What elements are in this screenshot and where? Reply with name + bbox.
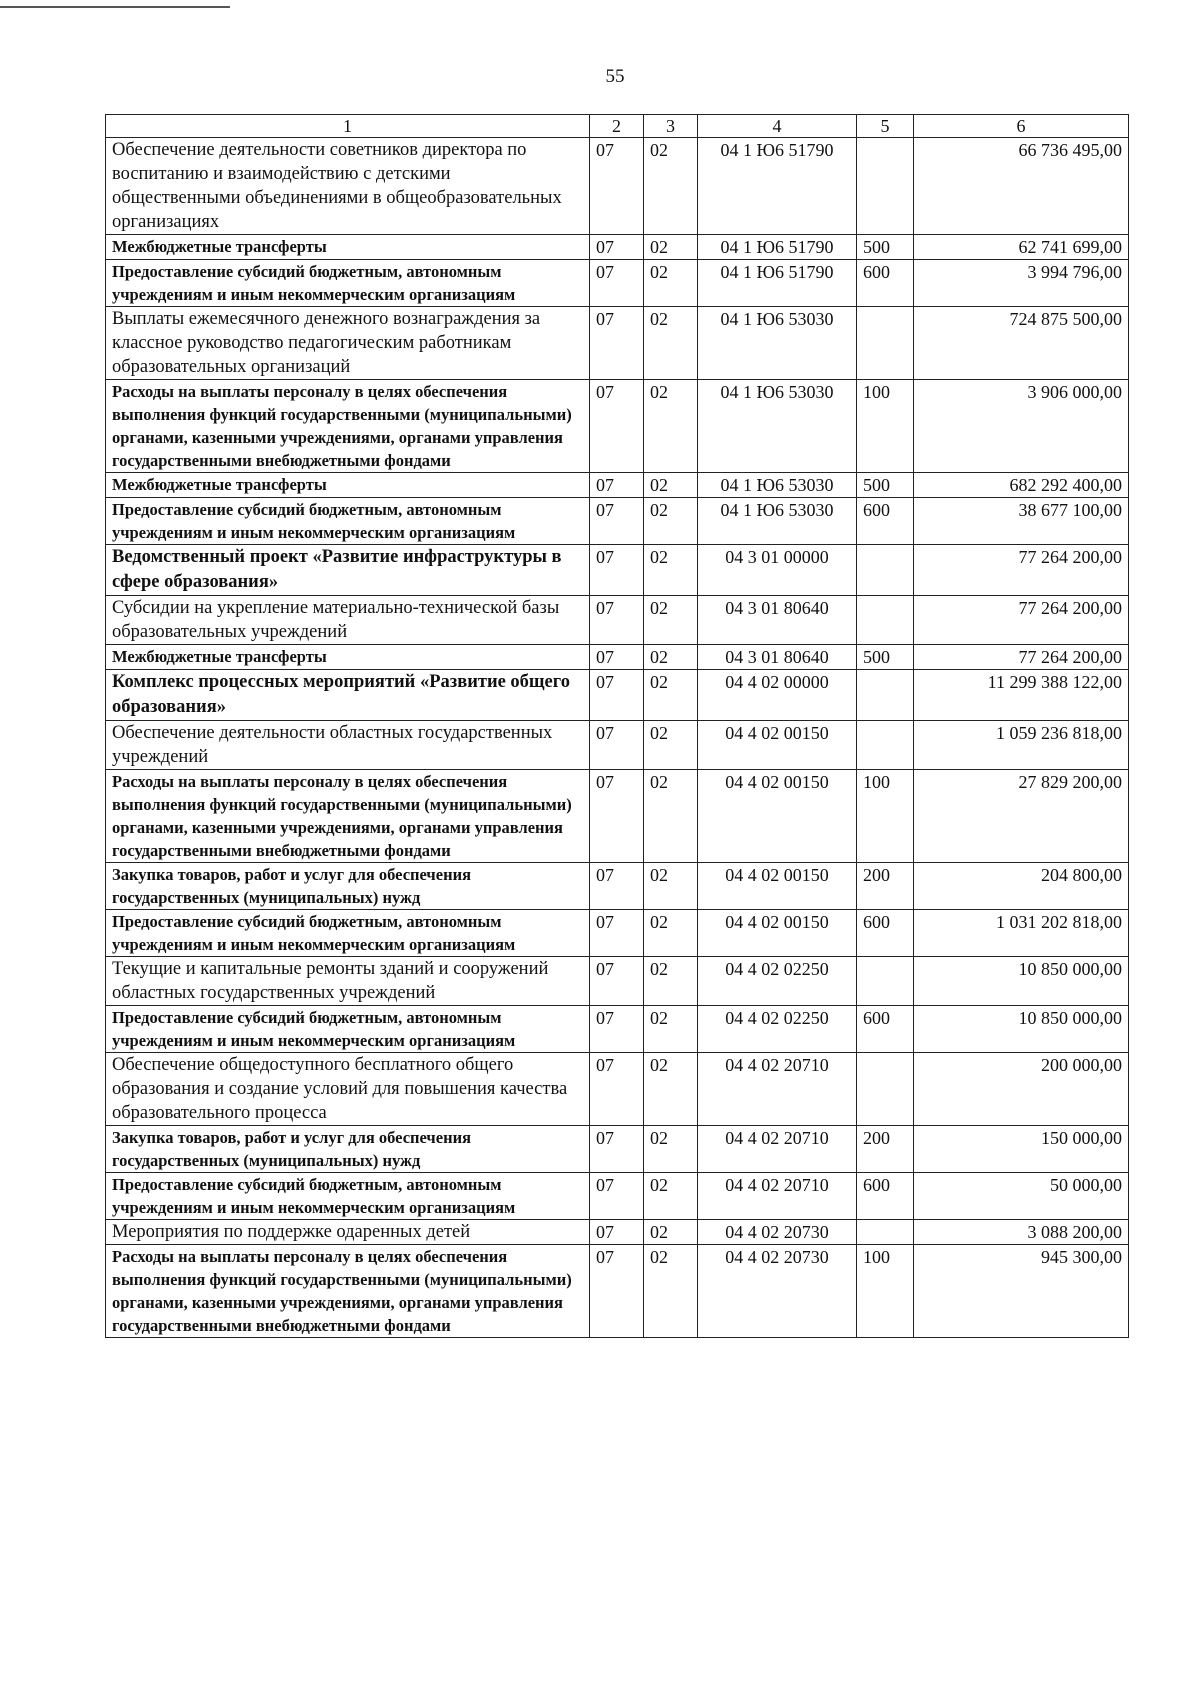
amount-cell: 62 741 699,00 [914, 235, 1129, 260]
subsection-code-cell: 02 [644, 770, 698, 863]
table-row [106, 473, 1129, 498]
header-col-3: 3 [644, 115, 698, 138]
page-number: 55 [605, 66, 625, 87]
target-article-code-cell: 04 4 02 00150 [698, 910, 857, 957]
amount-cell: 10 850 000,00 [914, 1006, 1129, 1053]
target-article-code-cell: 04 1 Ю6 53030 [698, 307, 857, 380]
expense-name-cell: Межбюджетные трансферты [106, 235, 590, 260]
expense-name-cell: Субсидии на укрепление материально-технической базы образовательных учреждений [106, 596, 590, 645]
table-row [106, 1173, 1129, 1220]
table-row [106, 1053, 1129, 1126]
target-article-code-cell: 04 3 01 80640 [698, 596, 857, 645]
expense-name-cell: Предоставление субсидий бюджетным, автономным учреждениям и иным некоммерческим организациям [106, 498, 590, 545]
expense-type-code-cell: 500 [857, 645, 914, 670]
expense-name-cell: Комплекс процессных мероприятий «Развитие общего образования» [106, 670, 590, 721]
expense-name-cell: Межбюджетные трансферты [106, 645, 590, 670]
table-row [106, 545, 1129, 596]
section-code-cell: 07 [590, 1173, 644, 1220]
expense-name-cell: Межбюджетные трансферты [106, 473, 590, 498]
amount-cell: 11 299 388 122,00 [914, 670, 1129, 721]
table-row [106, 910, 1129, 957]
expense-name-cell: Предоставление субсидий бюджетным, автономным учреждениям и иным некоммерческим организациям [106, 1173, 590, 1220]
expense-name-cell: Расходы на выплаты персоналу в целях обеспечения выполнения функций государственными (муниципальными) органами, казенными учреждениями, органами управления государственными внебюджетными фондами [106, 380, 590, 473]
section-code-cell: 07 [590, 1006, 644, 1053]
header-col-1: 1 [106, 115, 590, 138]
expense-name-cell: Предоставление субсидий бюджетным, автономным учреждениям и иным некоммерческим организациям [106, 1006, 590, 1053]
table-row [106, 721, 1129, 770]
section-code-cell: 07 [590, 910, 644, 957]
expense-name-cell: Мероприятия по поддержке одаренных детей [106, 1220, 590, 1245]
section-code-cell: 07 [590, 473, 644, 498]
target-article-code-cell: 04 4 02 20710 [698, 1173, 857, 1220]
amount-cell: 724 875 500,00 [914, 307, 1129, 380]
expense-name-cell: Выплаты ежемесячного денежного вознаграждения за классное руководство педагогическим работникам образовательных организаций [106, 307, 590, 380]
target-article-code-cell: 04 3 01 00000 [698, 545, 857, 596]
subsection-code-cell: 02 [644, 645, 698, 670]
expense-type-code-cell [857, 138, 914, 235]
amount-cell: 150 000,00 [914, 1126, 1129, 1173]
section-code-cell: 07 [590, 596, 644, 645]
section-code-cell: 07 [590, 545, 644, 596]
expense-name-cell: Обеспечение общедоступного бесплатного общего образования и создание условий для повышения качества образовательного процесса [106, 1053, 590, 1126]
subsection-code-cell: 02 [644, 235, 698, 260]
expense-type-code-cell: 600 [857, 910, 914, 957]
subsection-code-cell: 02 [644, 545, 698, 596]
subsection-code-cell: 02 [644, 498, 698, 545]
table-row [106, 498, 1129, 545]
section-code-cell: 07 [590, 138, 644, 235]
target-article-code-cell: 04 4 02 00150 [698, 770, 857, 863]
expense-name-cell: Расходы на выплаты персоналу в целях обеспечения выполнения функций государственными (муниципальными) органами, казенными учреждениями, органами управления государственными внебюджетными фондами [106, 770, 590, 863]
section-code-cell: 07 [590, 498, 644, 545]
section-code-cell: 07 [590, 1245, 644, 1338]
expense-type-code-cell [857, 721, 914, 770]
expense-name-cell: Предоставление субсидий бюджетным, автономным учреждениям и иным некоммерческим организациям [106, 910, 590, 957]
target-article-code-cell: 04 4 02 02250 [698, 1006, 857, 1053]
section-code-cell: 07 [590, 307, 644, 380]
section-code-cell: 07 [590, 1126, 644, 1173]
amount-cell: 945 300,00 [914, 1245, 1129, 1338]
target-article-code-cell: 04 4 02 02250 [698, 957, 857, 1006]
expense-name-cell: Предоставление субсидий бюджетным, автономным учреждениям и иным некоммерческим организациям [106, 260, 590, 307]
expense-name-cell: Закупка товаров, работ и услуг для обеспечения государственных (муниципальных) нужд [106, 863, 590, 910]
table-row [106, 1006, 1129, 1053]
amount-cell: 77 264 200,00 [914, 645, 1129, 670]
subsection-code-cell: 02 [644, 380, 698, 473]
subsection-code-cell: 02 [644, 1245, 698, 1338]
section-code-cell: 07 [590, 1220, 644, 1245]
amount-cell: 38 677 100,00 [914, 498, 1129, 545]
expense-type-code-cell: 600 [857, 260, 914, 307]
expense-type-code-cell: 100 [857, 380, 914, 473]
target-article-code-cell: 04 1 Ю6 53030 [698, 380, 857, 473]
table-row [106, 235, 1129, 260]
header-col-5: 5 [857, 115, 914, 138]
subsection-code-cell: 02 [644, 957, 698, 1006]
expense-type-code-cell [857, 307, 914, 380]
table-row [106, 307, 1129, 380]
subsection-code-cell: 02 [644, 1220, 698, 1245]
subsection-code-cell: 02 [644, 1053, 698, 1126]
budget-table [105, 114, 1129, 1338]
target-article-code-cell: 04 1 Ю6 51790 [698, 138, 857, 235]
amount-cell: 50 000,00 [914, 1173, 1129, 1220]
table-row [106, 260, 1129, 307]
table-row [106, 1220, 1129, 1245]
expense-name-cell: Ведомственный проект «Развитие инфраструктуры в сфере образования» [106, 545, 590, 596]
subsection-code-cell: 02 [644, 670, 698, 721]
expense-type-code-cell: 100 [857, 1245, 914, 1338]
expense-type-code-cell: 500 [857, 235, 914, 260]
target-article-code-cell: 04 4 02 20710 [698, 1053, 857, 1126]
table-row [106, 957, 1129, 1006]
expense-type-code-cell [857, 957, 914, 1006]
amount-cell: 1 059 236 818,00 [914, 721, 1129, 770]
amount-cell: 3 906 000,00 [914, 380, 1129, 473]
table-row [106, 863, 1129, 910]
target-article-code-cell: 04 1 Ю6 53030 [698, 473, 857, 498]
section-code-cell: 07 [590, 670, 644, 721]
table-row [106, 670, 1129, 721]
amount-cell: 27 829 200,00 [914, 770, 1129, 863]
table-row [106, 770, 1129, 863]
table-row [106, 138, 1129, 235]
expense-type-code-cell: 600 [857, 1173, 914, 1220]
expense-type-code-cell: 500 [857, 473, 914, 498]
subsection-code-cell: 02 [644, 260, 698, 307]
header-col-4: 4 [698, 115, 857, 138]
section-code-cell: 07 [590, 645, 644, 670]
amount-cell: 3 088 200,00 [914, 1220, 1129, 1245]
amount-cell: 204 800,00 [914, 863, 1129, 910]
expense-type-code-cell [857, 1220, 914, 1245]
subsection-code-cell: 02 [644, 910, 698, 957]
expense-name-cell: Расходы на выплаты персоналу в целях обеспечения выполнения функций государственными (муниципальными) органами, казенными учреждениями, органами управления государственными внебюджетными фондами [106, 1245, 590, 1338]
subsection-code-cell: 02 [644, 473, 698, 498]
amount-cell: 66 736 495,00 [914, 138, 1129, 235]
scan-edge-line [0, 6, 230, 8]
section-code-cell: 07 [590, 957, 644, 1006]
amount-cell: 1 031 202 818,00 [914, 910, 1129, 957]
subsection-code-cell: 02 [644, 721, 698, 770]
amount-cell: 3 994 796,00 [914, 260, 1129, 307]
section-code-cell: 07 [590, 863, 644, 910]
section-code-cell: 07 [590, 380, 644, 473]
expense-type-code-cell: 600 [857, 1006, 914, 1053]
expense-type-code-cell: 600 [857, 498, 914, 545]
expense-type-code-cell: 200 [857, 863, 914, 910]
amount-cell: 682 292 400,00 [914, 473, 1129, 498]
expense-type-code-cell [857, 545, 914, 596]
amount-cell: 200 000,00 [914, 1053, 1129, 1126]
expense-type-code-cell: 100 [857, 770, 914, 863]
section-code-cell: 07 [590, 770, 644, 863]
target-article-code-cell: 04 4 02 00150 [698, 863, 857, 910]
expense-name-cell: Текущие и капитальные ремонты зданий и сооружений областных государственных учреждений [106, 957, 590, 1006]
target-article-code-cell: 04 1 Ю6 51790 [698, 235, 857, 260]
table-row [106, 1245, 1129, 1338]
target-article-code-cell: 04 3 01 80640 [698, 645, 857, 670]
section-code-cell: 07 [590, 260, 644, 307]
target-article-code-cell: 04 1 Ю6 53030 [698, 498, 857, 545]
subsection-code-cell: 02 [644, 307, 698, 380]
target-article-code-cell: 04 4 02 00150 [698, 721, 857, 770]
expense-type-code-cell [857, 1053, 914, 1126]
target-article-code-cell: 04 4 02 00000 [698, 670, 857, 721]
header-col-6: 6 [914, 115, 1129, 138]
section-code-cell: 07 [590, 235, 644, 260]
table-row [106, 380, 1129, 473]
subsection-code-cell: 02 [644, 1126, 698, 1173]
expense-type-code-cell [857, 596, 914, 645]
subsection-code-cell: 02 [644, 1173, 698, 1220]
section-code-cell: 07 [590, 1053, 644, 1126]
amount-cell: 77 264 200,00 [914, 596, 1129, 645]
expense-name-cell: Закупка товаров, работ и услуг для обеспечения государственных (муниципальных) нужд [106, 1126, 590, 1173]
amount-cell: 10 850 000,00 [914, 957, 1129, 1006]
target-article-code-cell: 04 4 02 20710 [698, 1126, 857, 1173]
subsection-code-cell: 02 [644, 863, 698, 910]
target-article-code-cell: 04 1 Ю6 51790 [698, 260, 857, 307]
target-article-code-cell: 04 4 02 20730 [698, 1220, 857, 1245]
amount-cell: 77 264 200,00 [914, 545, 1129, 596]
table-row [106, 1126, 1129, 1173]
expense-name-cell: Обеспечение деятельности советников директора по воспитанию и взаимодействию с детскими общественными объединениями в общеобразовательных организациях [106, 138, 590, 235]
section-code-cell: 07 [590, 721, 644, 770]
header-row [106, 115, 1129, 138]
header-col-2: 2 [590, 115, 644, 138]
subsection-code-cell: 02 [644, 596, 698, 645]
expense-type-code-cell [857, 670, 914, 721]
table-row [106, 645, 1129, 670]
expense-name-cell: Обеспечение деятельности областных государственных учреждений [106, 721, 590, 770]
table-row [106, 596, 1129, 645]
expense-type-code-cell: 200 [857, 1126, 914, 1173]
subsection-code-cell: 02 [644, 1006, 698, 1053]
target-article-code-cell: 04 4 02 20730 [698, 1245, 857, 1338]
subsection-code-cell: 02 [644, 138, 698, 235]
